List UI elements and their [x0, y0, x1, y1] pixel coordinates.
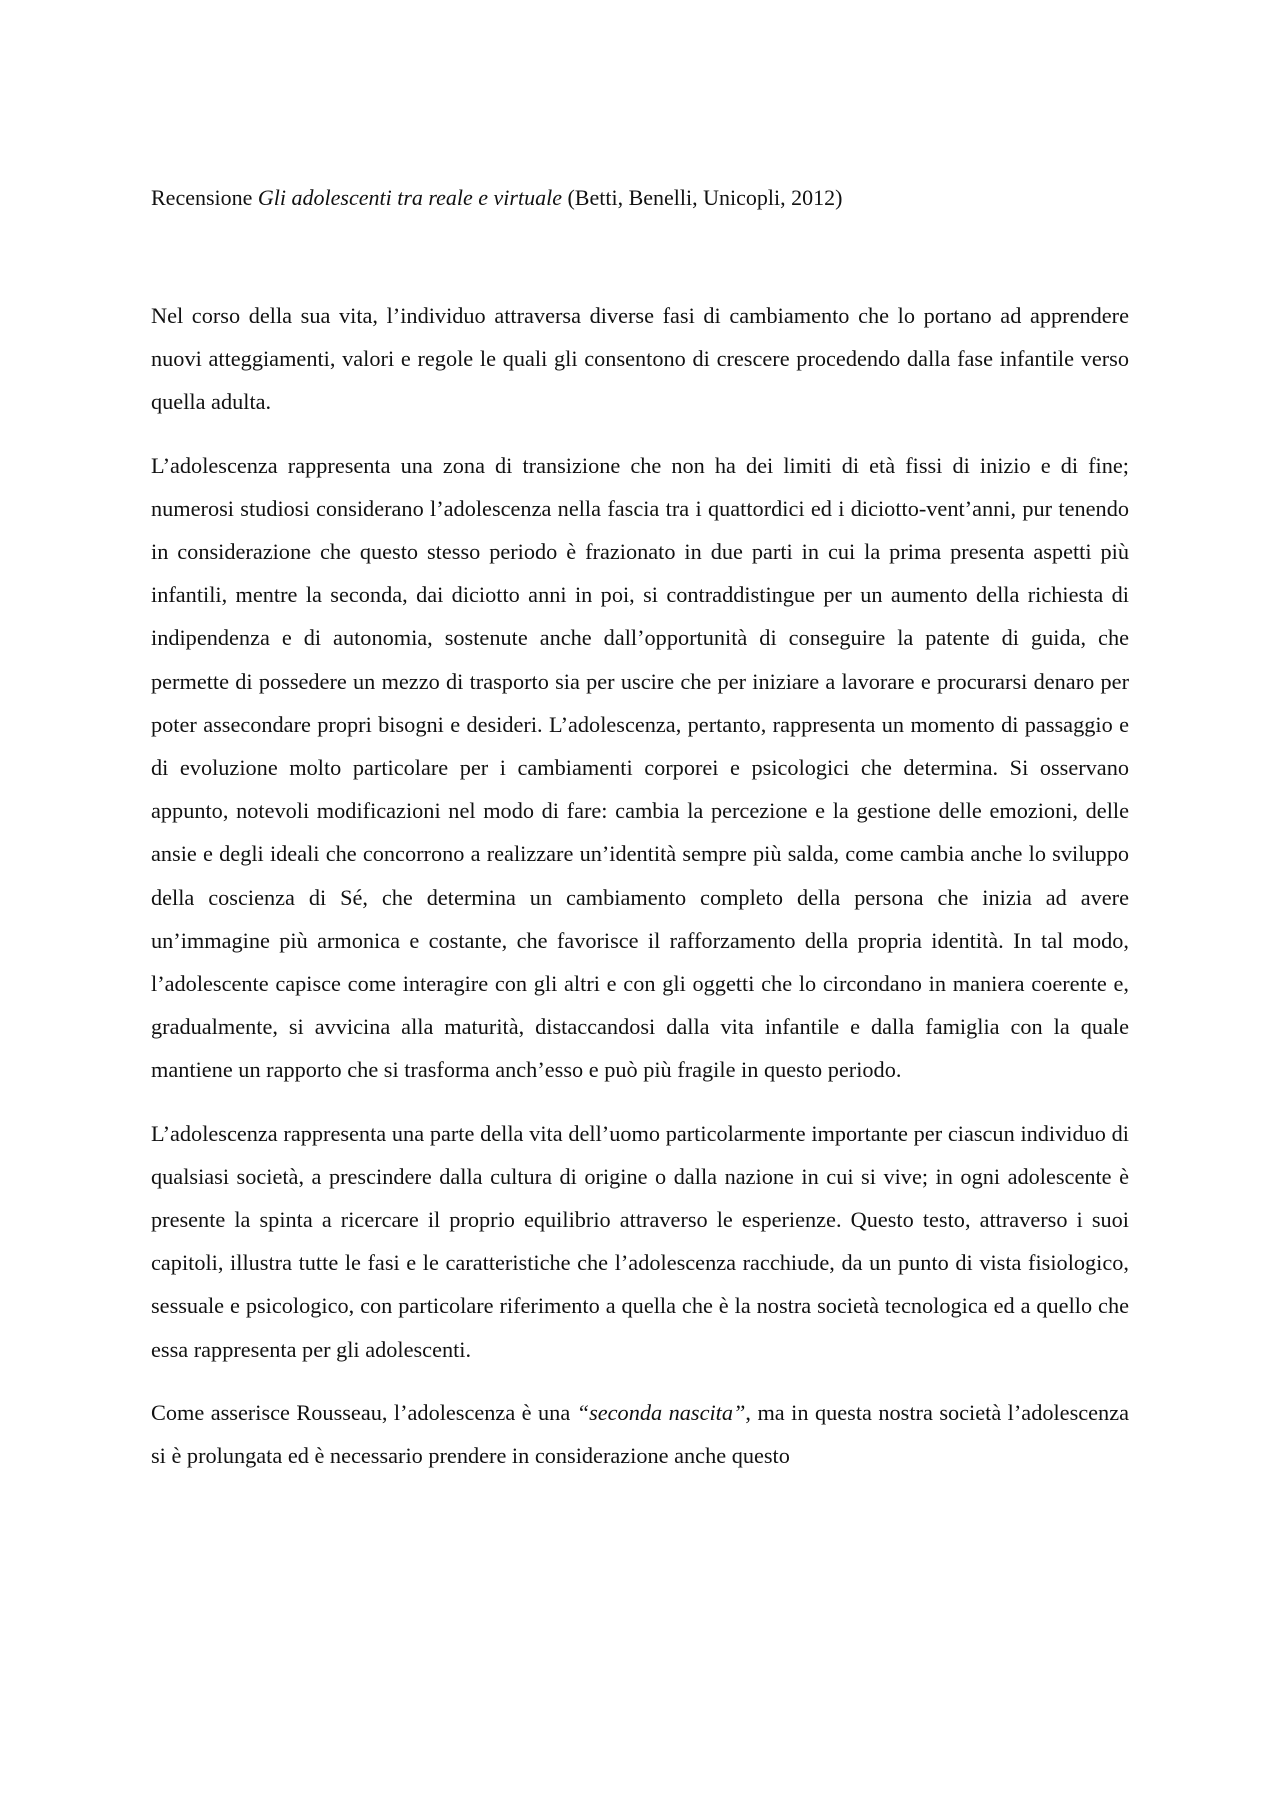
review-title-prefix: Recensione — [151, 185, 258, 210]
review-title — [151, 176, 1129, 220]
paragraph-4-after: , ma in questa nostra società l’adolescenza si è prolungata ed è necessario prendere in considerazione anche questo — [151, 1399, 1129, 1469]
paragraph-4-before: Come asserisce Rousseau, l’adolescenza è una — [151, 1399, 577, 1425]
paragraph-4 — [151, 1391, 1129, 1477]
review-title-citation: (Betti, Benelli, Unicopli, 2012) — [561, 185, 843, 210]
review-book-title: Gli adolescenti tra reale e virtuale — [257, 185, 562, 210]
paragraph-3: L’adolescenza rappresenta una parte della vita dell’uomo particolarmente importante per ciascun individuo di qualsiasi società, a prescindere dalla cultura di origine o dalla nazione in cui si vive; in ogni adolescente è presente la spinta a ricercare il proprio equilibrio attraverso le esperienze. Questo testo, attraverso i suoi capitoli, illustra tutte le fasi e le caratteristiche che l’adolescenza racchiude, da un punto di vista fisiologico, sessuale e psicologico, con particolare riferimento a quella che è la nostra società tecnologica ed a quello che essa rappresenta per gli adolescenti. — [151, 1120, 1129, 1362]
paragraph-4-quote: “seconda nascita” — [576, 1399, 746, 1425]
paragraph-2: L’adolescenza rappresenta una zona di transizione che non ha dei limiti di età fissi di inizio e di fine; numerosi studiosi considerano l’adolescenza nella fascia tra i quattordici ed i diciotto-vent’anni, pur tenendo in considerazione che questo stesso periodo è frazionato in due parti in cui la prima presenta aspetti più infantili, mentre la seconda, dai diciotto anni in poi, si contraddistingue per un aumento della richiesta di indipendenza e di autonomia, sostenute anche dall’opportunità di conseguire la patente di guida, che permette di possedere un mezzo di trasporto sia per uscire che per iniziare a lavorare e procurarsi denaro per poter assecondare propri bisogni e desideri. L’adolescenza, pertanto, rappresenta un momento di passaggio e di evoluzione molto particolare per i cambiamenti corporei e psicologici che determina. Si osservano appunto, notevoli modificazioni nel modo di fare: cambia la percezione e la gestione delle emozioni, delle ansie e degli ideali che concorrono a realizzare un’identità sempre più salda, come cambia anche lo sviluppo della coscienza di Sé, che determina un cambiamento completo della persona che inizia ad avere un’immagine più armonica e costante, che favorisce il rafforzamento della propria identità. In tal modo, l’adolescente capisce come interagire con gli altri e con gli oggetti che lo circondano in maniera coerente e, gradualmente, si avvicina alla maturità, distaccandosi dalla vita infantile e dalla famiglia con la quale mantiene un rapporto che si trasforma anch’esso e può più fragile in questo periodo. — [151, 452, 1129, 1083]
document-body — [151, 176, 1129, 1497]
paragraph-1: Nel corso della sua vita, l’individuo attraversa diverse fasi di cambiamento che lo portano ad apprendere nuovi atteggiamenti, valori e regole le quali gli consentono di crescere procedendo dalla fase infantile verso quella adulta. — [151, 303, 1129, 415]
